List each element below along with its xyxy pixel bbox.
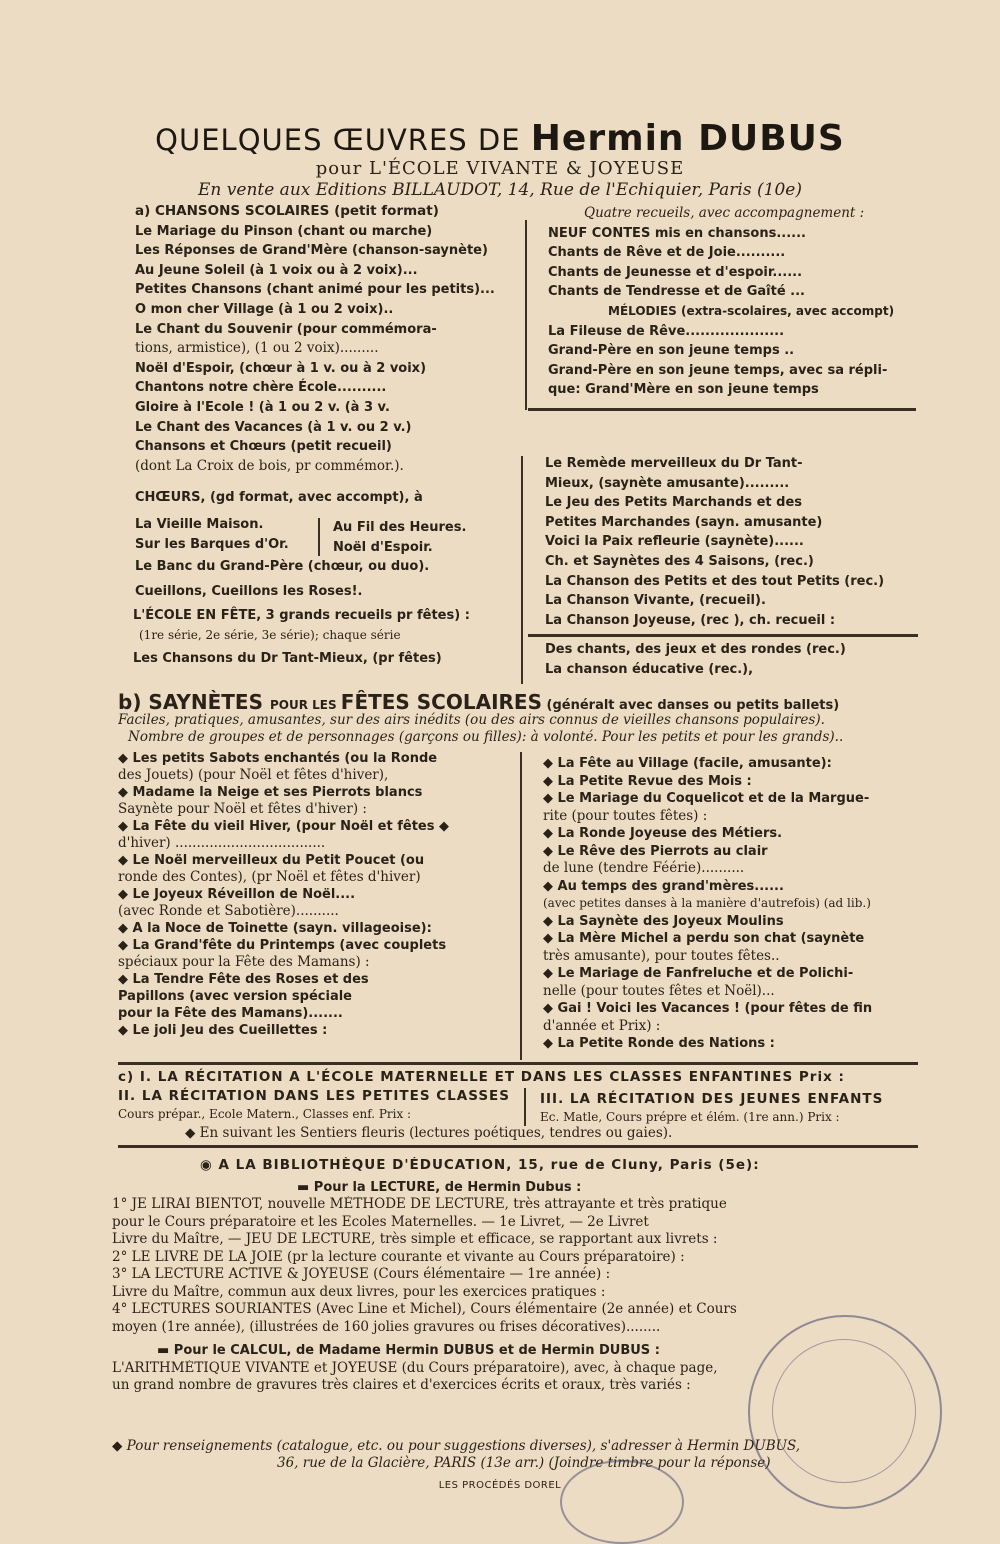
calcul-heading: ▬ Pour le CALCUL, de Madame Hermin DUBUS et de Hermin DUBUS : — [157, 1343, 660, 1358]
list-item: La Chanson des Petits et des tout Petits (rec.) — [545, 573, 885, 589]
list-item: ◆ Le Joyeux Réveillon de Noël.... — [118, 887, 356, 902]
list-item: ◆ La Grand'fête du Printemps (avec couplets — [118, 938, 447, 953]
list-item: 2° LE LIVRE DE LA JOIE (pr la lecture courante et vivante au Cours préparatoire) : — [112, 1248, 685, 1265]
list-item: ◆ Le Noël merveilleux du Petit Poucet (ou — [118, 853, 425, 868]
list-item: un grand nombre de gravures très claires et d'exercices écrits et oraux, très variés : — [112, 1377, 691, 1393]
publisher-line: En vente aux Editions BILLAUDOT, 14, Rue de l'Echiquier, Paris (10e) — [198, 180, 802, 200]
list-item: pour le Cours préparatoire et les Ecoles Maternelles. — 1e Livret, — 2e Livret — [112, 1213, 649, 1230]
section-a-left — [135, 202, 515, 476]
list-item: Le Jeu des Petits Marchands et des — [545, 495, 803, 511]
section-b-right — [543, 755, 923, 1053]
tant-mieux-chansons: Les Chansons du Dr Tant-Mieux, (pr fêtes) — [133, 651, 442, 667]
list-item: d'hiver) ................................... — [118, 835, 326, 851]
section-b-heading: b) SAYNÈTES POUR LES FÊTES SCOLAIRES (généralt avec danses ou petits ballets) — [118, 690, 840, 714]
list-item: Chants de Rêve et de Joie.......... — [548, 245, 786, 261]
recitation-line-2: II. LA RÉCITATION DANS LES PETITES CLASSES — [118, 1088, 511, 1104]
list-item: ◆ Au temps des grand'mères...... — [543, 878, 784, 894]
list-item: ◆ La Petite Ronde des Nations : — [543, 1036, 775, 1051]
list-item: Le Remède merveilleux du Dr Tant- — [545, 456, 803, 471]
page-subtitle: pour L'ÉCOLE VIVANTE & JOYEUSE — [315, 158, 685, 179]
list-item: Grand-Père en son jeune temps .. — [548, 343, 795, 359]
stamp-inner-ring — [772, 1339, 916, 1483]
list-item: Le Banc du Grand-Père (chœur, ou duo). — [135, 559, 430, 574]
column-divider — [521, 456, 523, 684]
list-item: ◆ La Ronde Joyeuse des Métiers. — [543, 826, 783, 841]
choeurs-grid-right — [333, 518, 523, 557]
list-item: Le Chant du Souvenir (pour commémora- — [135, 321, 437, 337]
list-item: (dont La Croix de bois, pr commémor.). — [135, 457, 404, 474]
list-item: La Vieille Maison. — [135, 517, 264, 532]
list-item: Livre du Maître, — JEU DE LECTURE, très simple et efficace, se rapportant aux livrets : — [112, 1231, 718, 1247]
list-item: Noël d'Espoir. — [333, 539, 433, 555]
choeurs-items — [135, 554, 520, 604]
list-item: Au Jeune Soleil (à 1 voix ou à 2 voix)... — [135, 262, 418, 278]
list-item: ◆ La Tendre Fête des Roses et des — [118, 972, 369, 987]
list-item: Voici la Paix refleurie (saynète)...... — [545, 534, 804, 550]
grid-divider — [318, 518, 320, 556]
list-item: Petites Chansons (chant animé pour les petits)... — [135, 282, 495, 298]
divider — [118, 1145, 918, 1148]
right-mid-list-2 — [545, 640, 920, 679]
fete-block — [133, 606, 521, 669]
list-item: Chants de Jeunesse et d'espoir...... — [548, 264, 803, 280]
section-c — [118, 1068, 918, 1086]
choeurs-heading: CHŒURS, (gd format, avec accompt), à — [135, 490, 423, 505]
list-item: Les Réponses de Grand'Mère (chanson-saynète) — [135, 243, 488, 259]
section-c-right — [540, 1090, 920, 1126]
list-item: ◆ Le joli Jeu des Cueillettes : — [118, 1023, 328, 1038]
column-divider — [525, 220, 527, 410]
recitation-line-1: c) I. LA RÉCITATION A L'ÉCOLE MATERNELLE ET DANS LES CLASSES ENFANTINES Prix : — [118, 1069, 845, 1085]
recitation-jeunes: III. LA RÉCITATION DES JEUNES ENFANTS — [540, 1091, 884, 1107]
list-item: ◆ La Petite Revue des Mois : — [543, 773, 752, 789]
list-item: Papillons (avec version spéciale — [118, 989, 352, 1004]
list-item: ◆ La Fête au Village (facile, amusante): — [543, 756, 832, 771]
list-item: Le Mariage du Pinson (chant ou marche) — [135, 223, 433, 239]
footer-address: 36, rue de la Glacière, PARIS (13e arr.) (Joindre timbre pour la réponse) — [277, 1455, 771, 1471]
melodies-heading: MÉLODIES (extra-scolaires, avec accompt) — [608, 303, 895, 318]
list-item: très amusante), pour toutes fêtes.. — [543, 947, 780, 964]
section-b-left — [118, 750, 508, 1039]
printer-mark: LES PROCÉDÉS DOREL — [438, 1480, 562, 1491]
list-item: Chantons notre chère École.......... — [135, 380, 387, 396]
list-item: Au Fil des Heures. — [333, 520, 467, 535]
list-item: ◆ Madame la Neige et ses Pierrots blancs — [118, 785, 423, 800]
list-item: ◆ La Saynète des Joyeux Moulins — [543, 913, 784, 929]
library-stamp — [748, 1315, 942, 1509]
recitation-price-line: Ec. Matle, Cours prépre et élém. (1re ann.) Prix : — [540, 1110, 840, 1124]
divider — [118, 1062, 918, 1065]
list-item: ◆ La Fête du vieil Hiver, (pour Noël et fêtes ◆ — [118, 819, 449, 834]
list-item: pour la Fête des Mamans)....... — [118, 1006, 343, 1021]
list-item: Chansons et Chœurs (petit recueil) — [135, 439, 392, 455]
fete-series: (1re série, 2e série, 3e série); chaque série — [139, 627, 401, 642]
list-item: Gloire à l'Ecole ! (à 1 ou 2 v. (à 3 v. — [135, 399, 390, 415]
choeurs-grid-left — [135, 515, 320, 554]
list-item: Livre du Maître, commun aux deux livres, pour les exercices pratiques : — [112, 1283, 606, 1300]
lecture-heading: ▬ Pour la LECTURE, de Hermin Dubus : — [297, 1179, 582, 1195]
list-item: tions, armistice), (1 ou 2 voix)......... — [135, 340, 379, 357]
right-mid-list — [545, 454, 920, 630]
list-item: ◆ A la Noce de Toinette (sayn. villageoise): — [118, 921, 432, 936]
column-divider — [520, 752, 522, 1060]
list-item: La Fileuse de Rêve.................... — [548, 323, 785, 339]
list-item: des Jouets) (pour Noël et fêtes d'hiver), — [118, 767, 389, 783]
list-item: Le Chant des Vacances (à 1 v. ou 2 v.) — [135, 419, 412, 435]
list-item: Grand-Père en son jeune temps, avec sa répli- — [548, 362, 888, 378]
list-item: Petites Marchandes (sayn. amusante) — [545, 514, 823, 530]
column-divider — [524, 1088, 526, 1126]
divider — [528, 634, 918, 637]
section-a-heading: a) CHANSONS SCOLAIRES (petit format) — [135, 203, 439, 219]
list-item: rite (pour toutes fêtes) : — [543, 807, 708, 824]
list-item: NEUF CONTES mis en chansons...... — [548, 225, 806, 241]
museum-stamp — [560, 1460, 684, 1544]
list-item: Ch. et Saynètes des 4 Saisons, (rec.) — [545, 553, 814, 569]
list-item: de lune (tendre Féérie).......... — [543, 860, 745, 876]
list-item: Cueillons, Cueillons les Roses!. — [135, 584, 363, 599]
list-item: ◆ Gai ! Voici les Vacances ! (pour fêtes de fin — [543, 1001, 873, 1016]
list-item: La Chanson Vivante, (recueil). — [545, 593, 766, 609]
list-item: ◆ Le Mariage de Fanfreluche et de Polichi- — [543, 966, 854, 981]
library-heading: ◉ A LA BIBLIOTHÈQUE D'ÉDUCATION, 15, rue de Cluny, Paris (5e): — [200, 1157, 760, 1173]
list-item: Sur les Barques d'Or. — [135, 536, 289, 552]
section-c-sentiers — [185, 1124, 905, 1144]
list-item: ronde des Contes), (pr Noël et fêtes d'hiver) — [118, 869, 421, 885]
divider — [528, 408, 916, 411]
list-item: Des chants, des jeux et des rondes (rec.) — [545, 642, 846, 657]
list-item: La chanson éducative (rec.), — [545, 661, 754, 677]
list-item: ◆ La Mère Michel a perdu son chat (saynète — [543, 931, 865, 946]
section-a-right — [548, 204, 918, 400]
list-item: ◆ Le Mariage du Coquelicot et de la Margue- — [543, 791, 870, 806]
list-item: Chants de Tendresse et de Gaîté ... — [548, 284, 805, 300]
list-item: La Chanson Joyeuse, (rec ), ch. recueil : — [545, 612, 836, 628]
list-item: 4° LECTURES SOURIANTES (Avec Line et Michel), Cours élémentaire (2e année) et Cours — [112, 1301, 737, 1317]
list-item: 3° LA LECTURE ACTIVE & JOYEUSE (Cours élémentaire — 1re année) : — [112, 1266, 611, 1282]
section-c-left — [118, 1087, 518, 1123]
list-item: ◆ Les petits Sabots enchantés (ou la Ronde — [118, 751, 438, 766]
list-item: L'ARITHMÉTIQUE VIVANTE et JOYEUSE (du Cours préparatoire), avec, à chaque page, — [112, 1359, 718, 1376]
list-item: moyen (1re année), (illustrées de 160 jolies gravures ou frises décoratives)........ — [112, 1318, 661, 1335]
list-item: Mieux, (saynète amusante)......... — [545, 475, 790, 491]
choeurs-block — [135, 488, 520, 508]
recueils-intro: Quatre recueils, avec accompagnement : — [584, 205, 865, 221]
page-title: QUELQUES ŒUVRES DE Hermin DUBUS — [155, 118, 845, 159]
list-item: d'année et Prix) : — [543, 1017, 661, 1034]
list-item: 1° JE LIRAI BIENTOT, nouvelle MÉTHODE DE LECTURE, très attrayante et très pratique — [112, 1196, 727, 1212]
list-item: ◆ Le Rêve des Pierrots au clair — [543, 843, 768, 859]
section-b-intro: Faciles, pratiques, amusantes, sur des airs inédits (ou des airs connus de vieilles chansons populaires). Nombre de groupes et de personnages (garçons ou filles): à volonté. Pour les petits et pour les grands).. — [118, 712, 844, 745]
list-item: nelle (pour toutes fêtes et Noël)... — [543, 982, 775, 999]
footer-contact: ◆ Pour renseignements (catalogue, etc. ou pour suggestions diverses), s'adresser à Hermin DUBUS, — [112, 1438, 801, 1454]
recitation-line-3: Cours prépar., Ecole Matern., Classes enf. Prix : — [118, 1107, 412, 1121]
list-item: Noël d'Espoir, (chœur à 1 v. ou à 2 voix) — [135, 360, 427, 376]
ecole-en-fete: L'ÉCOLE EN FÊTE, 3 grands recueils pr fêtes) : — [133, 608, 470, 623]
sentiers-fleuris: ◆ En suivant les Sentiers fleuris (lectures poétiques, tendres ou gaies). — [185, 1125, 673, 1141]
list-item: (avec Ronde et Sabotière).......... — [118, 903, 339, 919]
list-item: (avec petites danses à la manière d'autrefois) (ad lib.) — [543, 896, 871, 910]
list-item: O mon cher Village (à 1 ou 2 voix).. — [135, 301, 394, 317]
list-item: que: Grand'Mère en son jeune temps — [548, 382, 819, 398]
list-item: Saynète pour Noël et fêtes d'hiver) : — [118, 801, 367, 817]
list-item: spéciaux pour la Fête des Mamans) : — [118, 954, 370, 970]
